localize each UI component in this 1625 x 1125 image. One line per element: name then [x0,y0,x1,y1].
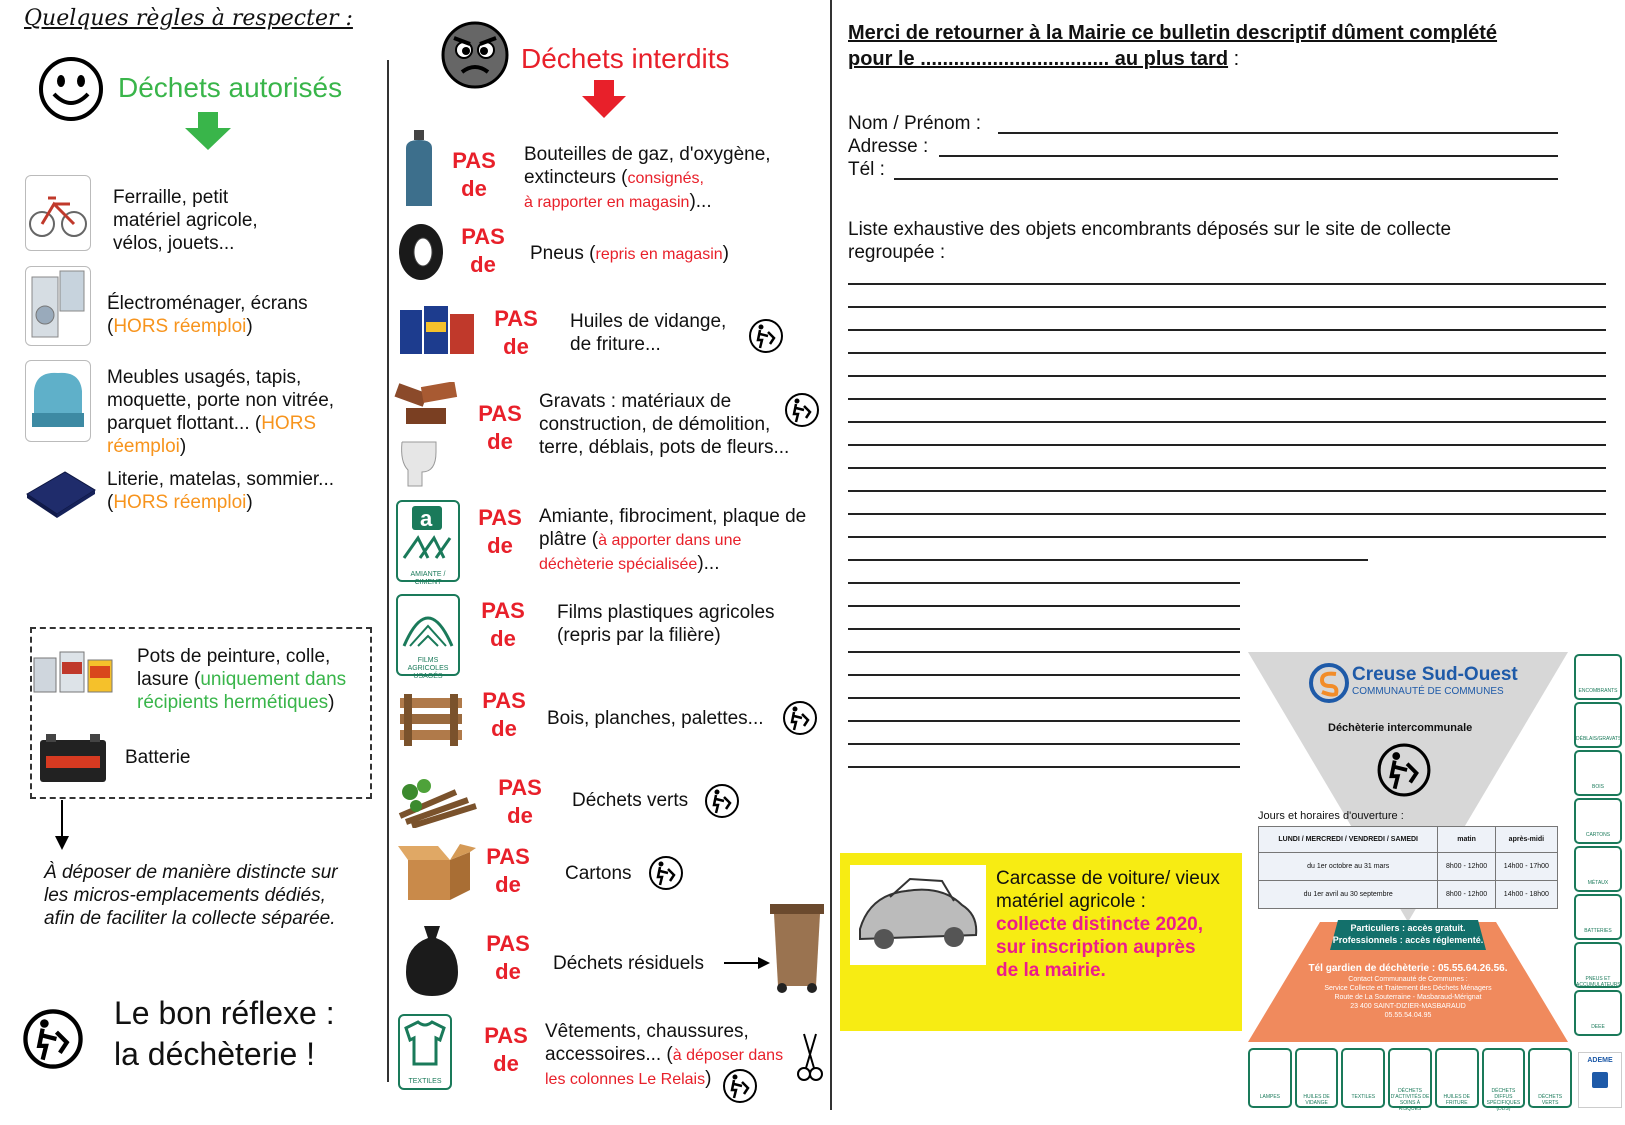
poster-side-icons [1574,654,1622,1038]
name-label: Nom / Prénom : [848,113,982,134]
side-icon-encombrants: ENCOMBRANTS [1574,654,1622,700]
poster-brand: Creuse Sud-Ouest [1352,664,1518,685]
textile-icon [398,1014,452,1090]
allowed-item-1: Ferraille, petit matériel agricole, vélos, jouets... [113,187,258,254]
hours-col-days: LUNDI / MERCREDI / VENDREDI / SAMEDI [1259,827,1438,853]
pas-label-3: PAS de [494,306,538,359]
asbestos-icon-label: AMIANTE / CIMENT [410,571,446,586]
down-arrow-icon [53,800,71,852]
tire-icon [396,222,446,282]
left-column [0,0,380,1125]
side-icon-deee: DEEE [1574,990,1622,1036]
poster-hours-title: Jours et horaires d'ouverture : [1258,810,1404,822]
angry-face-icon [440,20,510,90]
textile-icon-label: TEXTILES [408,1078,442,1085]
phone-field[interactable] [894,178,1558,180]
pas-label-8: PAS de [498,775,542,828]
pas-label-11: PAS de [484,1023,528,1076]
ademe-logo: ADEME [1578,1052,1622,1108]
forbidden-item-11: Vêtements, chaussures, accessoires... (à déposer dans les colonnes Le Relais) [545,1021,784,1089]
bottom-icon-lampes: LAMPES [1248,1048,1292,1108]
pas-label-5: PAS de [478,505,522,558]
right-column [834,0,1625,1125]
address-label: Adresse : [848,136,929,157]
divider-right [830,0,832,1110]
wood-pallet-icon [396,690,466,750]
recycling-person-icon [648,855,684,891]
poster-title: Déchèterie intercommunale [1328,722,1473,734]
side-icon-pneus: PNEUS ET ACCUMULATEURS [1574,942,1622,988]
divider-left [387,60,389,1082]
pas-label-4: PAS de [478,401,522,454]
bottom-icon-textiles: TEXTILES [1341,1048,1385,1108]
car-wreck-box [840,853,1242,1031]
recycling-person-icon [748,318,784,354]
rubble-icon [392,382,468,488]
car-wreck-icon [850,865,986,965]
forbidden-item-10: Déchets résiduels [553,953,705,974]
allowed-item-4: Literie, matelas, sommier... (HORS réemploi) [107,469,335,513]
pas-label-6: PAS de [481,598,525,651]
forbidden-title: Déchets interdits [521,43,730,74]
forbidden-item-3: Huiles de vidange, de friture... [570,311,727,355]
pas-label-10: PAS de [486,931,530,984]
recycling-person-icon [704,783,740,819]
forbidden-item-9: Cartons [565,863,632,884]
battery-icon [38,730,108,784]
car-wreck-text: Carcasse de voiture/ vieux matériel agricole : collecte distincte 2020, sur inscription auprès de la mairie. [996,868,1220,981]
pas-label-9: PAS de [486,844,530,897]
recycling-person-icon [722,1068,758,1104]
brand-logo-icon [1308,662,1350,704]
hours-col-morning: matin [1438,827,1495,853]
gas-bottle-icon [402,130,436,212]
bottom-icon-dechets-verts: DÉCHETS VERTS [1528,1048,1572,1108]
appliance-icon [25,266,91,346]
rules-heading: Quelques règles à respecter : [24,6,353,31]
forbidden-item-7: Bois, planches, palettes... [547,708,764,729]
poster-bottom-icons [1248,1048,1572,1112]
asbestos-icon [396,500,460,586]
hours-afternoon: 14h00 - 17h00 [1495,853,1557,881]
side-icon-batteries: BATTERIES [1574,894,1622,940]
bottom-icon-dds: DÉCHETS DIFFUS SPÉCIFIQUES (DDS) [1482,1048,1526,1108]
poster-contact: Tél gardien de déchèterie : 05.55.64.26.56. Contact Communauté de Communes : Service Collecte et Traitement des Déchets Ménagers Route de La Souterraine - Masbaraud-Mérignat 23 400 SAINT-DIZIER-MASBARAUD 05.55.54.04.95 [1308,963,1508,1019]
middle-column [390,0,830,1125]
recycling-person-icon [22,1008,84,1070]
reflex-text: Le bon réflexe : la déchèterie ! [114,995,335,1072]
allowed-item-3: Meubles usagés, tapis, moquette, porte non vitrée, parquet flottant... (HORS réemploi) [107,367,335,457]
forbidden-item-5: Amiante, fibrociment, plaque de plâtre (à apporter dans une déchèterie spécialisée)... [539,506,807,574]
scissors-icon [796,1030,824,1084]
hours-table [1258,826,1558,909]
hours-morning: 8h00 - 12h00 [1438,881,1495,909]
name-field[interactable] [998,132,1558,134]
special-note: À déposer de manière distincte sur les micros-emplacements dédiés, afin de faciliter la collecte séparée. [44,862,338,929]
forbidden-item-1: Bouteilles de gaz, d'oxygène, extincteurs (consignés, à rapporter en magasin)... [524,144,771,212]
address-field[interactable] [939,155,1558,157]
hours-morning: 8h00 - 12h00 [1438,853,1495,881]
phone-label: Tél : [848,159,885,180]
bottom-icon-huiles-friture: HUILES DE FRITURE [1435,1048,1479,1108]
svg-text:a: a [420,506,433,531]
agri-film-icon [396,594,460,680]
allowed-item-2: Électroménager, écrans (HORS réemploi) [107,293,308,337]
bicycle-icon [25,175,91,251]
form-title: Merci de retourner à la Mairie ce bulletin descriptif dûment complété pour le .................................. au plus tard : [848,22,1498,70]
forbidden-item-4: Gravats : matériaux de construction, de démolition, terre, déblais, pots de fleurs... [539,391,790,458]
forbidden-item-2: Pneus (repris en magasin) [530,243,729,264]
recycling-person-icon [1376,742,1432,798]
forbidden-item-6: Films plastiques agricoles (repris par la filière) [557,602,775,646]
special-item-battery: Batterie [125,747,191,768]
red-arrow-icon [582,80,626,118]
allowed-title: Déchets autorisés [118,72,343,103]
recycling-person-icon [782,700,818,736]
paint-cans-icon [30,640,118,698]
smiley-icon [38,56,104,122]
mattress-icon [25,468,97,520]
armchair-icon [25,360,91,442]
hours-col-afternoon: après-midi [1495,827,1557,853]
side-icon-cartons: CARTONS [1574,798,1622,844]
special-item-paint: Pots de peinture, colle, lasure (uniquement dans récipients hermétiques) [137,646,347,713]
hours-afternoon: 14h00 - 18h00 [1495,881,1557,909]
poster-brand-sub: COMMUNAUTÉ DE COMMUNES [1352,686,1504,697]
trash-bag-icon [400,920,464,1000]
hours-period: du 1er avril au 30 septembre [1259,881,1438,909]
oil-cans-icon [398,296,478,358]
hours-period: du 1er octobre au 31 mars [1259,853,1438,881]
recycling-person-icon [784,392,820,428]
arrow-right-icon [724,956,770,970]
green-arrow-icon [185,112,231,150]
cardboard-icon [398,840,476,904]
list-label: Liste exhaustive des objets encombrants déposés sur le site de collecte regroupée : [848,219,1452,263]
forbidden-item-8: Déchets verts [572,790,689,811]
pas-label-7: PAS de [482,688,526,741]
agri-film-icon-label: FILMS AGRICOLES USAGÉS [407,657,449,680]
side-icon-metaux: MÉTAUX [1574,846,1622,892]
wheelie-bin-icon [768,900,826,994]
green-waste-icon [396,772,480,828]
poster-access: Particuliers : accès gratuit. Professionnels : accès réglementé. [1332,923,1484,945]
bottom-icon-huiles-vidange: HUILES DE VIDANGE [1295,1048,1339,1108]
bottom-icon-dasri: DÉCHETS D'ACTIVITÉS DE SOINS À RISQUES [1388,1048,1432,1108]
side-icon-bois: BOIS [1574,750,1622,796]
waste-center-poster [1248,652,1624,1112]
pas-label-1: PAS de [452,148,496,201]
pas-label-2: PAS de [461,224,505,277]
side-icon-gravats: DÉBLAIS/GRAVATS [1574,702,1622,748]
